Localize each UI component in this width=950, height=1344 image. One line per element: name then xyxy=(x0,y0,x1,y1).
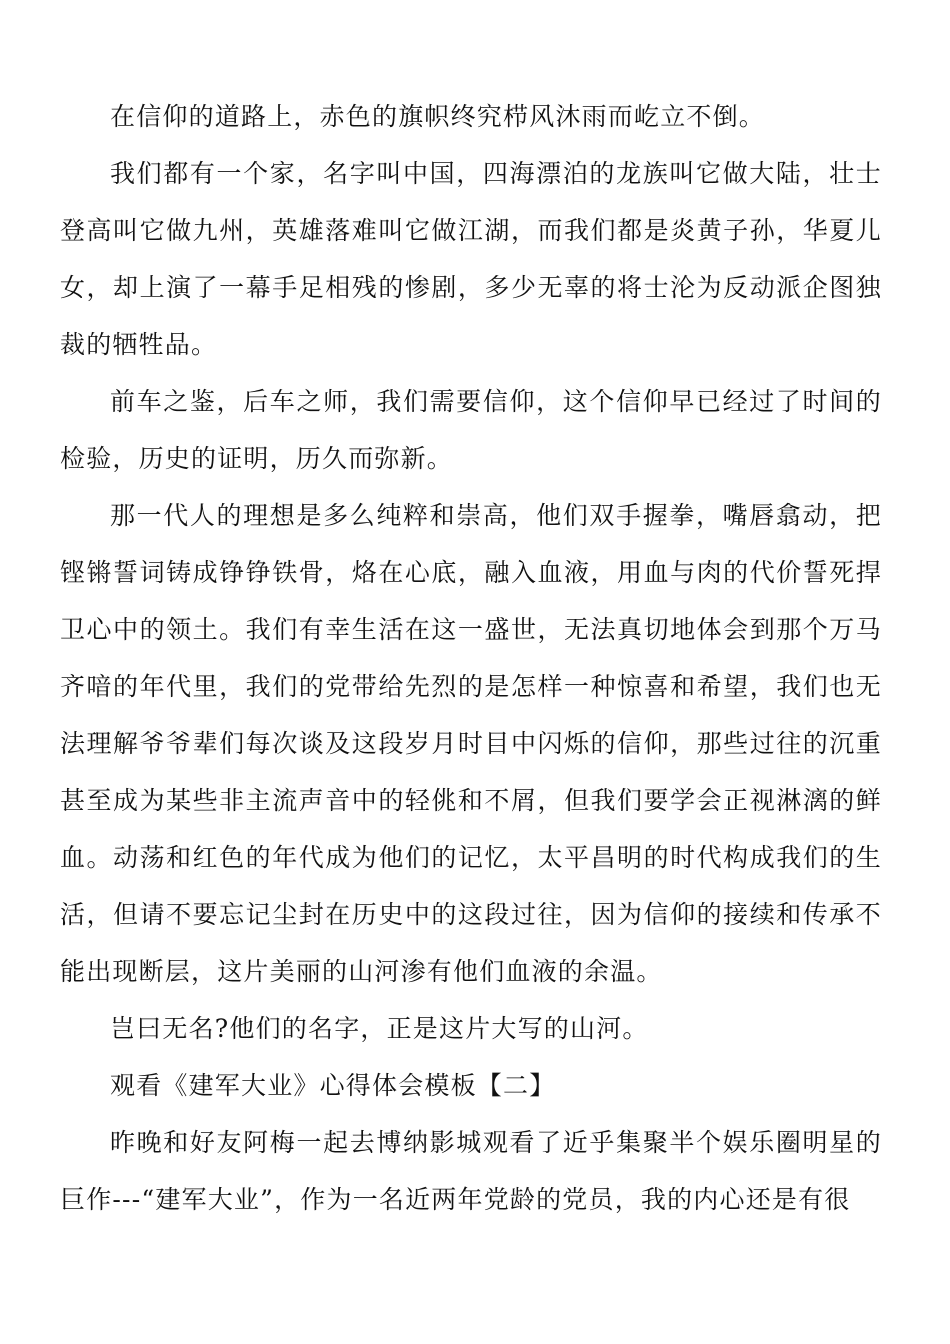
paragraph-1: 在信仰的道路上，赤色的旗帜终究栉风沐雨而屹立不倒。 xyxy=(110,102,766,131)
paragraph-4: 那一代人的理想是多么纯粹和崇高，他们双手握拳，嘴唇翕动，把铿锵誓词铸成铮铮铁骨，烙在心底，融入血液，用血与肉的代价誓死捍卫心中的领土。我们有幸生活在这一盛世，无法真切地体会到那个万马齐喑的年代里，我们的党带给先烈的是怎样一种惊喜和希望，我们也无法理解爷爷辈们每次谈及这段岁月时目中闪烁的信仰，那些过往的沉重甚至成为某些非主流声音中的轻佻和不屑，但我们要学会正视淋漓的鲜血。动荡和红色的年代成为他们的记忆，太平昌明的时代构成我们的生活，但请不要忘记尘封在历史中的这段过往，因为信仰的接续和传承不能出现断层，这片美丽的山河渗有他们血液的余温。 xyxy=(60,501,882,986)
paragraph-3: 前车之鉴，后车之师，我们需要信仰，这个信仰早已经过了时间的检验，历史的证明，历久而弥新。 xyxy=(60,387,882,473)
paragraph-2: 我们都有一个家，名字叫中国，四海漂泊的龙族叫它做大陆，壮士登高叫它做九州，英雄落难叫它做江湖，而我们都是炎黄子孙，华夏儿女，却上演了一幕手足相残的惨剧，多少无辜的将士沦为反动派企图独裁的牺牲品。 xyxy=(60,159,882,359)
paragraph-6: 昨晚和好友阿梅一起去博纳影城观看了近乎集聚半个娱乐圈明星的巨作---“建军大业”，作为一名近两年党龄的党员，我的内心还是有很 xyxy=(60,1128,882,1214)
document-body xyxy=(60,88,882,1228)
paragraph-5: 岂曰无名?他们的名字，正是这片大写的山河。 xyxy=(110,1014,649,1043)
section-heading: 观看《建军大业》心得体会模板【二】 xyxy=(110,1071,556,1100)
